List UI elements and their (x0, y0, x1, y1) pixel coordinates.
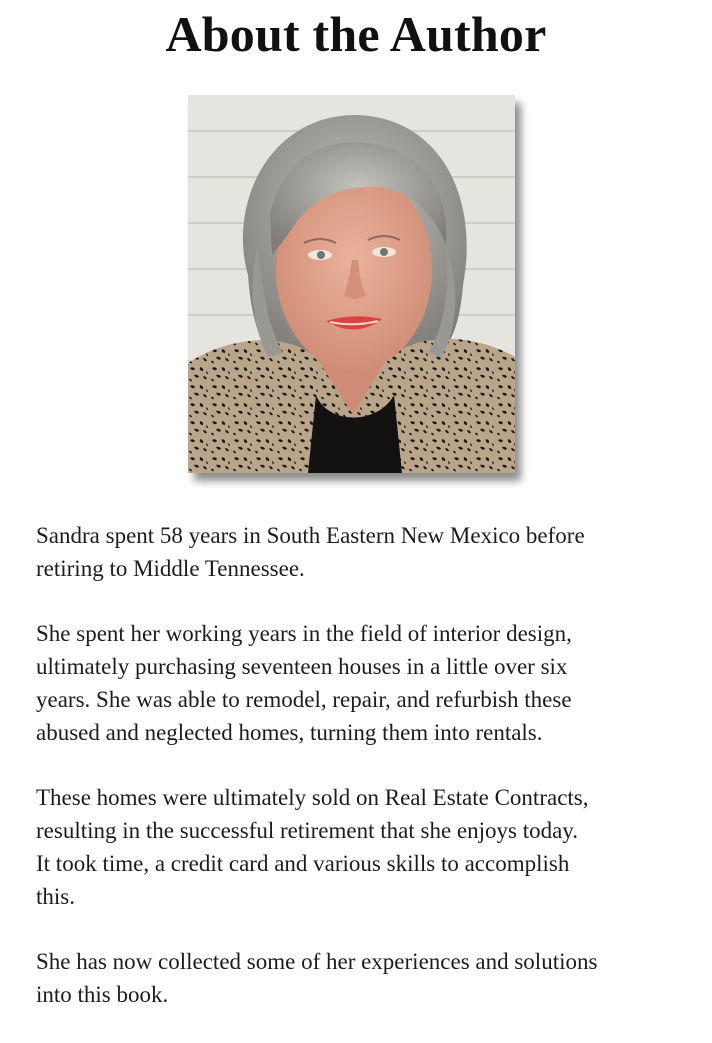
bio-paragraph-3 (36, 781, 696, 913)
author-bio (36, 519, 696, 1043)
page-title: About the Author (165, 6, 547, 62)
bio-line: this. (36, 884, 75, 909)
bio-line: It took time, a credit card and various skills to accomplish (36, 851, 570, 876)
bio-line: into this book. (36, 982, 169, 1007)
bio-line: Sandra spent 58 years in South Eastern New Mexico before (36, 523, 585, 548)
bio-line: She spent her working years in the field of interior design, (36, 621, 572, 646)
author-portrait-icon (188, 95, 515, 473)
bio-paragraph-1 (36, 519, 696, 585)
bio-paragraph-2 (36, 617, 696, 749)
bio-line: ultimately purchasing seventeen houses in a little over six (36, 654, 568, 679)
bio-line: These homes were ultimately sold on Real Estate Contracts, (36, 785, 589, 810)
author-photo (188, 95, 515, 473)
bio-line: She has now collected some of her experiences and solutions (36, 949, 598, 974)
bio-line: resulting in the successful retirement that she enjoys today. (36, 818, 579, 843)
bio-line: retiring to Middle Tennessee. (36, 556, 305, 581)
bio-line: abused and neglected homes, turning them into rentals. (36, 720, 543, 745)
bio-line: years. She was able to remodel, repair, and refurbish these (36, 687, 572, 712)
bio-paragraph-4 (36, 945, 696, 1011)
